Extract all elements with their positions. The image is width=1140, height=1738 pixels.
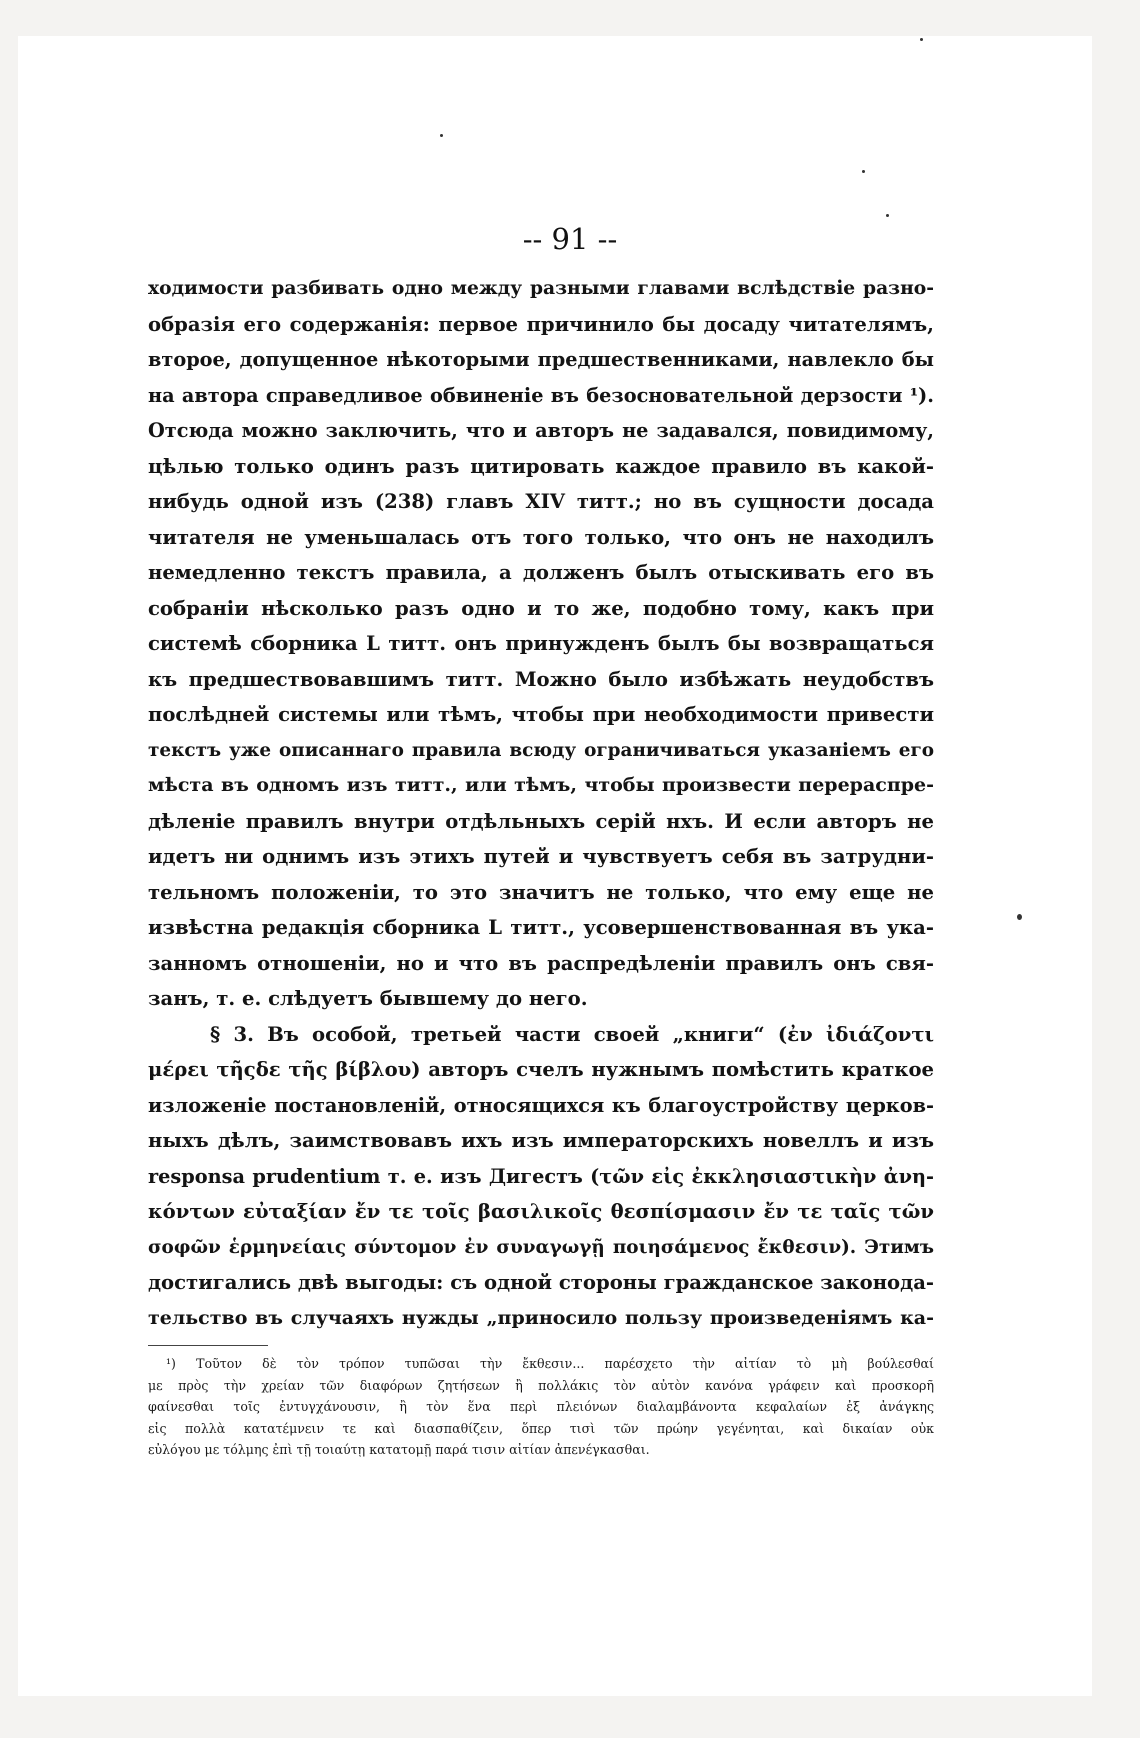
body-line: занъ, т. е. слѣдуетъ бывшему до него.: [148, 987, 588, 1010]
body-line: текстъ уже описаннаго правила всюду ограничиваться указаніемъ его: [148, 739, 934, 761]
print-speck: [1017, 914, 1022, 920]
page-number: -- 91 --: [522, 222, 618, 256]
body-line: занномъ отношеніи, но и что въ распредѣленіи правилъ онъ свя-: [148, 951, 934, 975]
footnote-line: με πρὸς τὴν χρείαν τῶν διαφόρων ζητήσεων ἢ πολλάκις τὸν αὐτὸν κανόνα γράφειν καὶ προσκορῆ: [148, 1377, 934, 1393]
body-line: читателя не уменьшалась отъ того только, что онъ не находилъ: [148, 525, 934, 549]
body-line: немедленно текстъ правила, а долженъ былъ отыскивать его въ: [148, 561, 934, 584]
print-speck: [440, 134, 443, 137]
section-line: изложеніе постановленій, относящихся къ благоустройству церков-: [148, 1093, 934, 1117]
body-line: къ предшествовавшимъ титт. Можно было избѣжать неудобствъ: [148, 667, 934, 691]
section-line: μέρει τῆςδε τῆς βίβλου) авторъ счелъ нужнымъ помѣстить краткое: [148, 1058, 934, 1081]
section-line: ныхъ дѣлъ, заимствовавъ ихъ изъ императорскихъ новеллъ и изъ: [148, 1129, 934, 1152]
print-speck: [886, 214, 889, 217]
body-line: послѣдней системы или тѣмъ, чтобы при необходимости привести: [148, 703, 934, 726]
footnote: [148, 1353, 934, 1461]
body-line: образія его содержанія: первое причинило бы досаду читателямъ,: [148, 312, 934, 336]
body-line: тельномъ положеніи, то это значитъ не только, что ему еще не: [148, 880, 934, 904]
body-line: второе, допущенное нѣкоторыми предшественниками, навлекло бы: [148, 348, 934, 371]
body-line: на автора справедливое обвиненіе въ безосновательной дерзости ¹).: [148, 383, 934, 407]
body-text: [148, 271, 934, 1336]
section-heading-line: § 3. Въ особой, третьей части своей „книги“ (ἐν ἰδιάζοντι: [210, 1022, 934, 1046]
footnote-line: εἰς πολλὰ κατατέμνειν τε καὶ διασπαθίζειν, ὅπερ τισὶ τῶν πρώην γεγένηται, καὶ δικαίαν οὐκ: [148, 1420, 934, 1436]
body-line: нибудь одной изъ (238) главъ XIV титт.; но въ сущности досада: [148, 490, 934, 513]
body-line: ходимости разбивать одно между разными главами вслѣдствіе разно-: [148, 277, 934, 299]
section-line: тельство въ случаяхъ нужды „приносило пользу произведеніямъ ка-: [148, 1306, 934, 1329]
print-speck: [920, 38, 923, 41]
body-line: собраніи нѣсколько разъ одно и то же, подобно тому, какъ при: [148, 596, 934, 620]
body-line: Отсюда можно заключить, что и авторъ не задавался, повидимому,: [148, 419, 934, 442]
body-line: системѣ сборника L титт. онъ принужденъ былъ бы возвращаться: [148, 632, 934, 655]
section-line: κόντων εὐταξίαν ἔν τε τοῖς βασιλικοῖς θεσπίσμασιν ἔν τε ταῖς τῶν: [148, 1200, 934, 1223]
section-line: достигались двѣ выгоды: съ одной стороны гражданское законода-: [148, 1271, 935, 1294]
body-line: извѣстна редакція сборника L титт., усовершенствованная въ ука-: [148, 916, 934, 939]
body-line: идетъ ни однимъ изъ этихъ путей и чувствуетъ себя въ затрудни-: [148, 845, 934, 868]
footnote-line: εὐλόγου με τόλμης ἐπὶ τῇ τοιαύτῃ κατατομῇ παρά τισιν αἰτίαν ἀπενέγκασθαι.: [148, 1442, 650, 1457]
section-line: σοφῶν ἑρμηνείαις σύντομον ἐν συναγωγῇ ποιησάμενος ἔκθεσιν). Этимъ: [148, 1236, 934, 1258]
body-line: мѣста въ одномъ изъ титт., или тѣмъ, чтобы произвести перераспре-: [148, 774, 934, 796]
section-line: responsa prudentium т. е. изъ Дигестъ (τῶν εἰς ἐκκλησιαστικὴν ἀνη-: [148, 1164, 934, 1188]
body-line: дѣленіе правилъ внутри отдѣльныхъ серій нхъ. И если авторъ не: [148, 809, 934, 833]
footnote-line: ¹) Τοῦτον δὲ τὸν τρόπον τυπῶσαι τὴν ἔκθεσιν... παρέσχετο τὴν αἰτίαν τὸ μὴ βούλεσθαί: [166, 1356, 934, 1371]
body-line: цѣлью только одинъ разъ цитировать каждое правило въ какой-: [148, 454, 934, 478]
print-speck: [862, 170, 865, 173]
footnote-line: φαίνεσθαι τοῖς ἐντυγχάνουσιν, ἢ τὸν ἕνα περὶ πλειόνων διαλαμβάνοντα κεφαλαίων ἐξ ἀνάγκης: [148, 1399, 934, 1414]
footnote-divider: [148, 1345, 268, 1346]
